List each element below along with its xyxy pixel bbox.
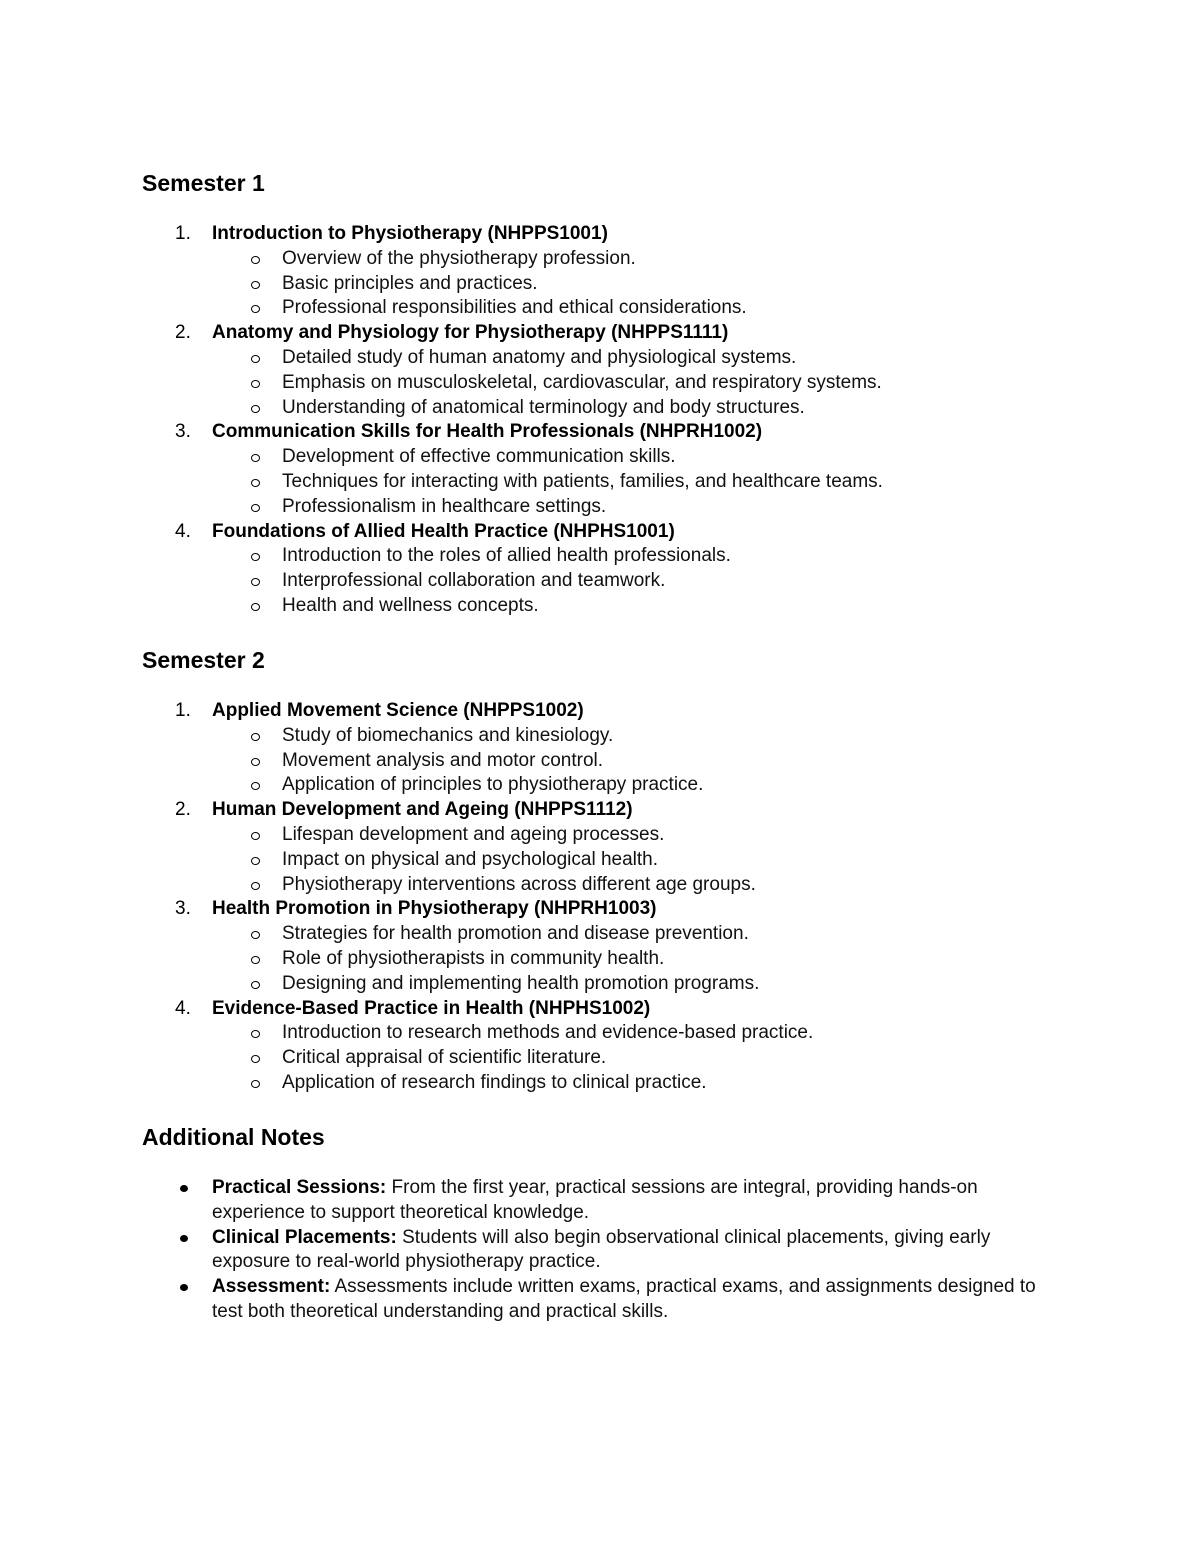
course-detail-text: Physiotherapy interventions across different age groups.	[282, 873, 756, 895]
hollow-circle-bullet-icon	[251, 1055, 260, 1063]
course-detail-item	[142, 947, 1082, 972]
course-detail-item	[142, 396, 1082, 421]
hollow-circle-bullet-icon	[251, 454, 260, 462]
course-details-list	[142, 445, 1082, 519]
course-detail-text: Development of effective communication skills.	[282, 446, 676, 468]
course-detail-text: Application of principles to physiotherapy practice.	[282, 774, 704, 796]
course-title: Health Promotion in Physiotherapy (NHPRH1003)	[212, 898, 657, 920]
course-detail-item	[142, 296, 1082, 321]
course-detail-text: Detailed study of human anatomy and physiological systems.	[282, 346, 797, 368]
course-details-list	[142, 922, 1082, 996]
hollow-circle-bullet-icon	[251, 956, 260, 964]
note-text: Students will also begin observational clinical placements, giving early exposure to real-world physiotherapy practice.	[212, 1226, 991, 1273]
course-number: 4.	[175, 997, 191, 1019]
hollow-circle-bullet-icon	[251, 281, 260, 289]
semester-1-heading: Semester 1	[142, 170, 265, 196]
course-title-line	[142, 222, 1082, 247]
course-detail-text: Emphasis on musculoskeletal, cardiovascular, and respiratory systems.	[282, 371, 882, 393]
course-item	[142, 798, 1082, 897]
course-detail-text: Techniques for interacting with patients, families, and healthcare teams.	[282, 470, 883, 492]
course-detail-item	[142, 1071, 1082, 1096]
course-item	[142, 420, 1082, 519]
course-title-line	[142, 699, 1082, 724]
course-title: Applied Movement Science (NHPPS1002)	[212, 700, 584, 721]
solid-circle-bullet-icon	[180, 1235, 188, 1242]
course-detail-text: Understanding of anatomical terminology and body structures.	[282, 396, 805, 418]
hollow-circle-bullet-icon	[251, 305, 260, 313]
course-detail-text: Role of physiotherapists in community health.	[282, 947, 665, 969]
course-detail-item	[142, 371, 1082, 396]
course-detail-text: Professional responsibilities and ethical considerations.	[282, 297, 747, 319]
course-number: 4.	[175, 520, 191, 542]
course-detail-item	[142, 972, 1082, 997]
course-detail-text: Introduction to the roles of allied health professionals.	[282, 545, 731, 567]
note-label: Clinical Placements:	[212, 1226, 397, 1248]
course-title-line	[142, 798, 1082, 823]
course-details-list	[142, 544, 1082, 618]
course-detail-text: Overview of the physiotherapy profession.	[282, 247, 636, 269]
hollow-circle-bullet-icon	[251, 832, 260, 840]
hollow-circle-bullet-icon	[251, 1030, 260, 1038]
course-detail-text: Basic principles and practices.	[282, 272, 538, 294]
note-item	[142, 1226, 1052, 1276]
course-detail-item	[142, 773, 1082, 798]
course-detail-item	[142, 544, 1082, 569]
course-detail-item	[142, 594, 1082, 619]
hollow-circle-bullet-icon	[251, 603, 260, 611]
solid-circle-bullet-icon	[180, 1284, 188, 1291]
semester-1-course-list	[142, 222, 1082, 619]
course-number: 3.	[175, 898, 191, 920]
course-title: Anatomy and Physiology for Physiotherapy (NHPPS1111)	[212, 322, 729, 344]
note-item	[142, 1176, 1052, 1226]
course-detail-text: Introduction to research methods and evidence-based practice.	[282, 1022, 814, 1044]
hollow-circle-bullet-icon	[251, 504, 260, 512]
course-detail-item	[142, 1046, 1082, 1071]
course-title-line	[142, 997, 1082, 1022]
course-title: Introduction to Physiotherapy (NHPPS1001)	[212, 223, 608, 244]
course-detail-item	[142, 1021, 1082, 1046]
course-item	[142, 321, 1082, 420]
solid-circle-bullet-icon	[180, 1185, 188, 1192]
course-number: 3.	[175, 421, 191, 443]
course-title: Human Development and Ageing (NHPPS1112)	[212, 799, 633, 821]
additional-notes-heading: Additional Notes	[142, 1124, 325, 1150]
hollow-circle-bullet-icon	[251, 256, 260, 264]
course-item	[142, 897, 1082, 996]
course-item	[142, 222, 1082, 321]
course-detail-item	[142, 272, 1082, 297]
course-detail-item	[142, 922, 1082, 947]
course-detail-text: Application of research findings to clinical practice.	[282, 1071, 707, 1093]
course-detail-text: Study of biomechanics and kinesiology.	[282, 724, 614, 746]
course-detail-item	[142, 823, 1082, 848]
hollow-circle-bullet-icon	[251, 479, 260, 487]
hollow-circle-bullet-icon	[251, 355, 260, 363]
course-number: 2.	[175, 322, 191, 344]
hollow-circle-bullet-icon	[251, 733, 260, 741]
hollow-circle-bullet-icon	[251, 553, 260, 561]
course-item	[142, 699, 1082, 798]
course-detail-text: Designing and implementing health promotion programs.	[282, 972, 760, 994]
course-item	[142, 520, 1082, 619]
course-detail-text: Professionalism in healthcare settings.	[282, 495, 607, 517]
course-detail-item	[142, 346, 1082, 371]
course-detail-item	[142, 495, 1082, 520]
semester-1-section	[142, 169, 1082, 616]
course-detail-text: Critical appraisal of scientific literature.	[282, 1047, 607, 1069]
note-label: Assessment:	[212, 1276, 331, 1298]
course-title: Communication Skills for Health Professionals (NHPRH1002)	[212, 421, 763, 443]
course-details-list	[142, 247, 1082, 321]
semester-2-section	[142, 646, 1082, 1093]
course-title-line	[142, 897, 1082, 922]
course-item	[142, 997, 1082, 1096]
note-text: Assessments include written exams, practical exams, and assignments designed to test both theoretical understanding and practical skills.	[212, 1276, 1036, 1322]
course-detail-text: Strategies for health promotion and disease prevention.	[282, 923, 749, 945]
course-detail-text: Movement analysis and motor control.	[282, 749, 604, 771]
course-title-line	[142, 321, 1082, 346]
additional-notes-section	[142, 1123, 1082, 1322]
course-details-list	[142, 823, 1082, 897]
course-detail-item	[142, 873, 1082, 898]
semester-2-course-list	[142, 699, 1082, 1096]
course-number: 1.	[175, 700, 191, 721]
note-label: Practical Sessions:	[212, 1177, 387, 1198]
course-detail-item	[142, 569, 1082, 594]
course-details-list	[142, 346, 1082, 420]
course-title: Evidence-Based Practice in Health (NHPHS1002)	[212, 997, 651, 1019]
hollow-circle-bullet-icon	[251, 758, 260, 766]
course-number: 1.	[175, 223, 191, 244]
hollow-circle-bullet-icon	[251, 1080, 260, 1088]
course-detail-item	[142, 724, 1082, 749]
hollow-circle-bullet-icon	[251, 578, 260, 586]
course-detail-item	[142, 470, 1082, 495]
hollow-circle-bullet-icon	[251, 782, 260, 790]
semester-2-heading: Semester 2	[142, 647, 265, 673]
hollow-circle-bullet-icon	[251, 380, 260, 388]
hollow-circle-bullet-icon	[251, 857, 260, 865]
course-detail-item	[142, 749, 1082, 774]
course-detail-text: Lifespan development and ageing processes.	[282, 823, 665, 845]
hollow-circle-bullet-icon	[251, 405, 260, 413]
course-number: 2.	[175, 799, 191, 821]
note-item	[142, 1275, 1052, 1325]
course-title: Foundations of Allied Health Practice (NHPHS1001)	[212, 520, 675, 542]
course-detail-text: Impact on physical and psychological health.	[282, 848, 659, 870]
hollow-circle-bullet-icon	[251, 931, 260, 939]
course-detail-text: Interprofessional collaboration and teamwork.	[282, 570, 666, 592]
course-details-list	[142, 724, 1082, 798]
hollow-circle-bullet-icon	[251, 882, 260, 890]
course-title-line	[142, 420, 1082, 445]
course-detail-text: Health and wellness concepts.	[282, 594, 539, 616]
course-detail-item	[142, 848, 1082, 873]
course-details-list	[142, 1021, 1082, 1095]
course-title-line	[142, 520, 1082, 545]
additional-notes-list	[142, 1176, 1082, 1325]
note-text: From the first year, practical sessions are integral, providing hands-on experience to support theoretical knowledge.	[212, 1177, 978, 1223]
course-detail-item	[142, 247, 1082, 272]
hollow-circle-bullet-icon	[251, 981, 260, 989]
course-detail-item	[142, 445, 1082, 470]
